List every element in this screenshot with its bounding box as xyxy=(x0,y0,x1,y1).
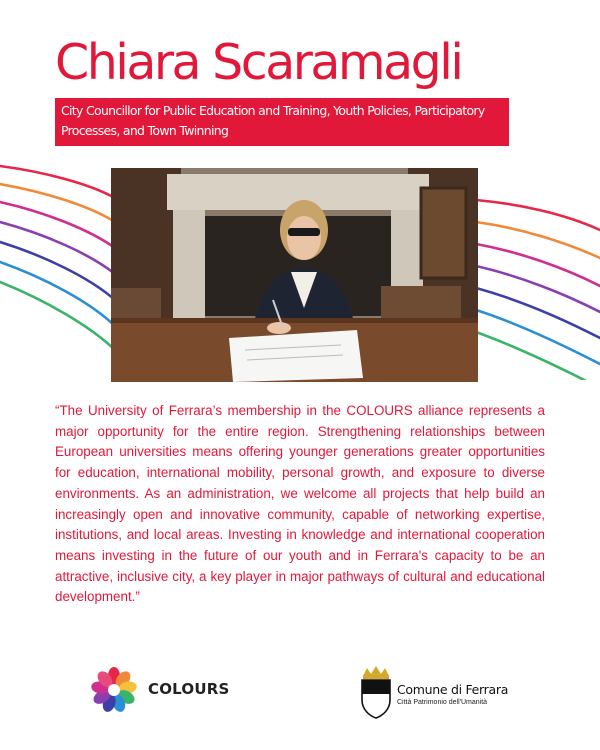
comune-di-ferrara-text: Comune di Ferrara xyxy=(397,682,509,697)
colours-wordmark: COLOURS xyxy=(148,680,230,698)
patrimonio-text: Città Patrimonio dell'Umanità xyxy=(397,699,488,706)
person-name: Chiara Scaramagli xyxy=(55,34,462,91)
comune-ferrara-logo xyxy=(358,664,548,720)
colours-flower-icon xyxy=(90,666,140,714)
role-banner: City Councillor for Public Education and Training, Youth Policies, Participatory Processes, and Town Twinning xyxy=(55,98,509,146)
photo-illustration xyxy=(111,168,478,382)
quote-text: “The University of Ferrara’s membership in the COLOURS alliance represents a major opportunity for the entire region. Strengthening relationships between European universities means offering younger generations greater opportunities for education, international mobility, personal growth, and exposure to diverse environments. As an administration, we welcome all projects that help build an increasingly open and innovative community, capable of networking expertise, institutions, and local areas. Investing in knowledge and international cooperation means investing in the future of our youth and in Ferrara's capacity to be an attractive, inclusive city, a key player in major pathways of cultural and educational development.” xyxy=(55,403,545,605)
portrait-photo xyxy=(111,168,478,382)
ferrara-crest-icon xyxy=(358,664,394,720)
colours-logo xyxy=(90,666,250,714)
